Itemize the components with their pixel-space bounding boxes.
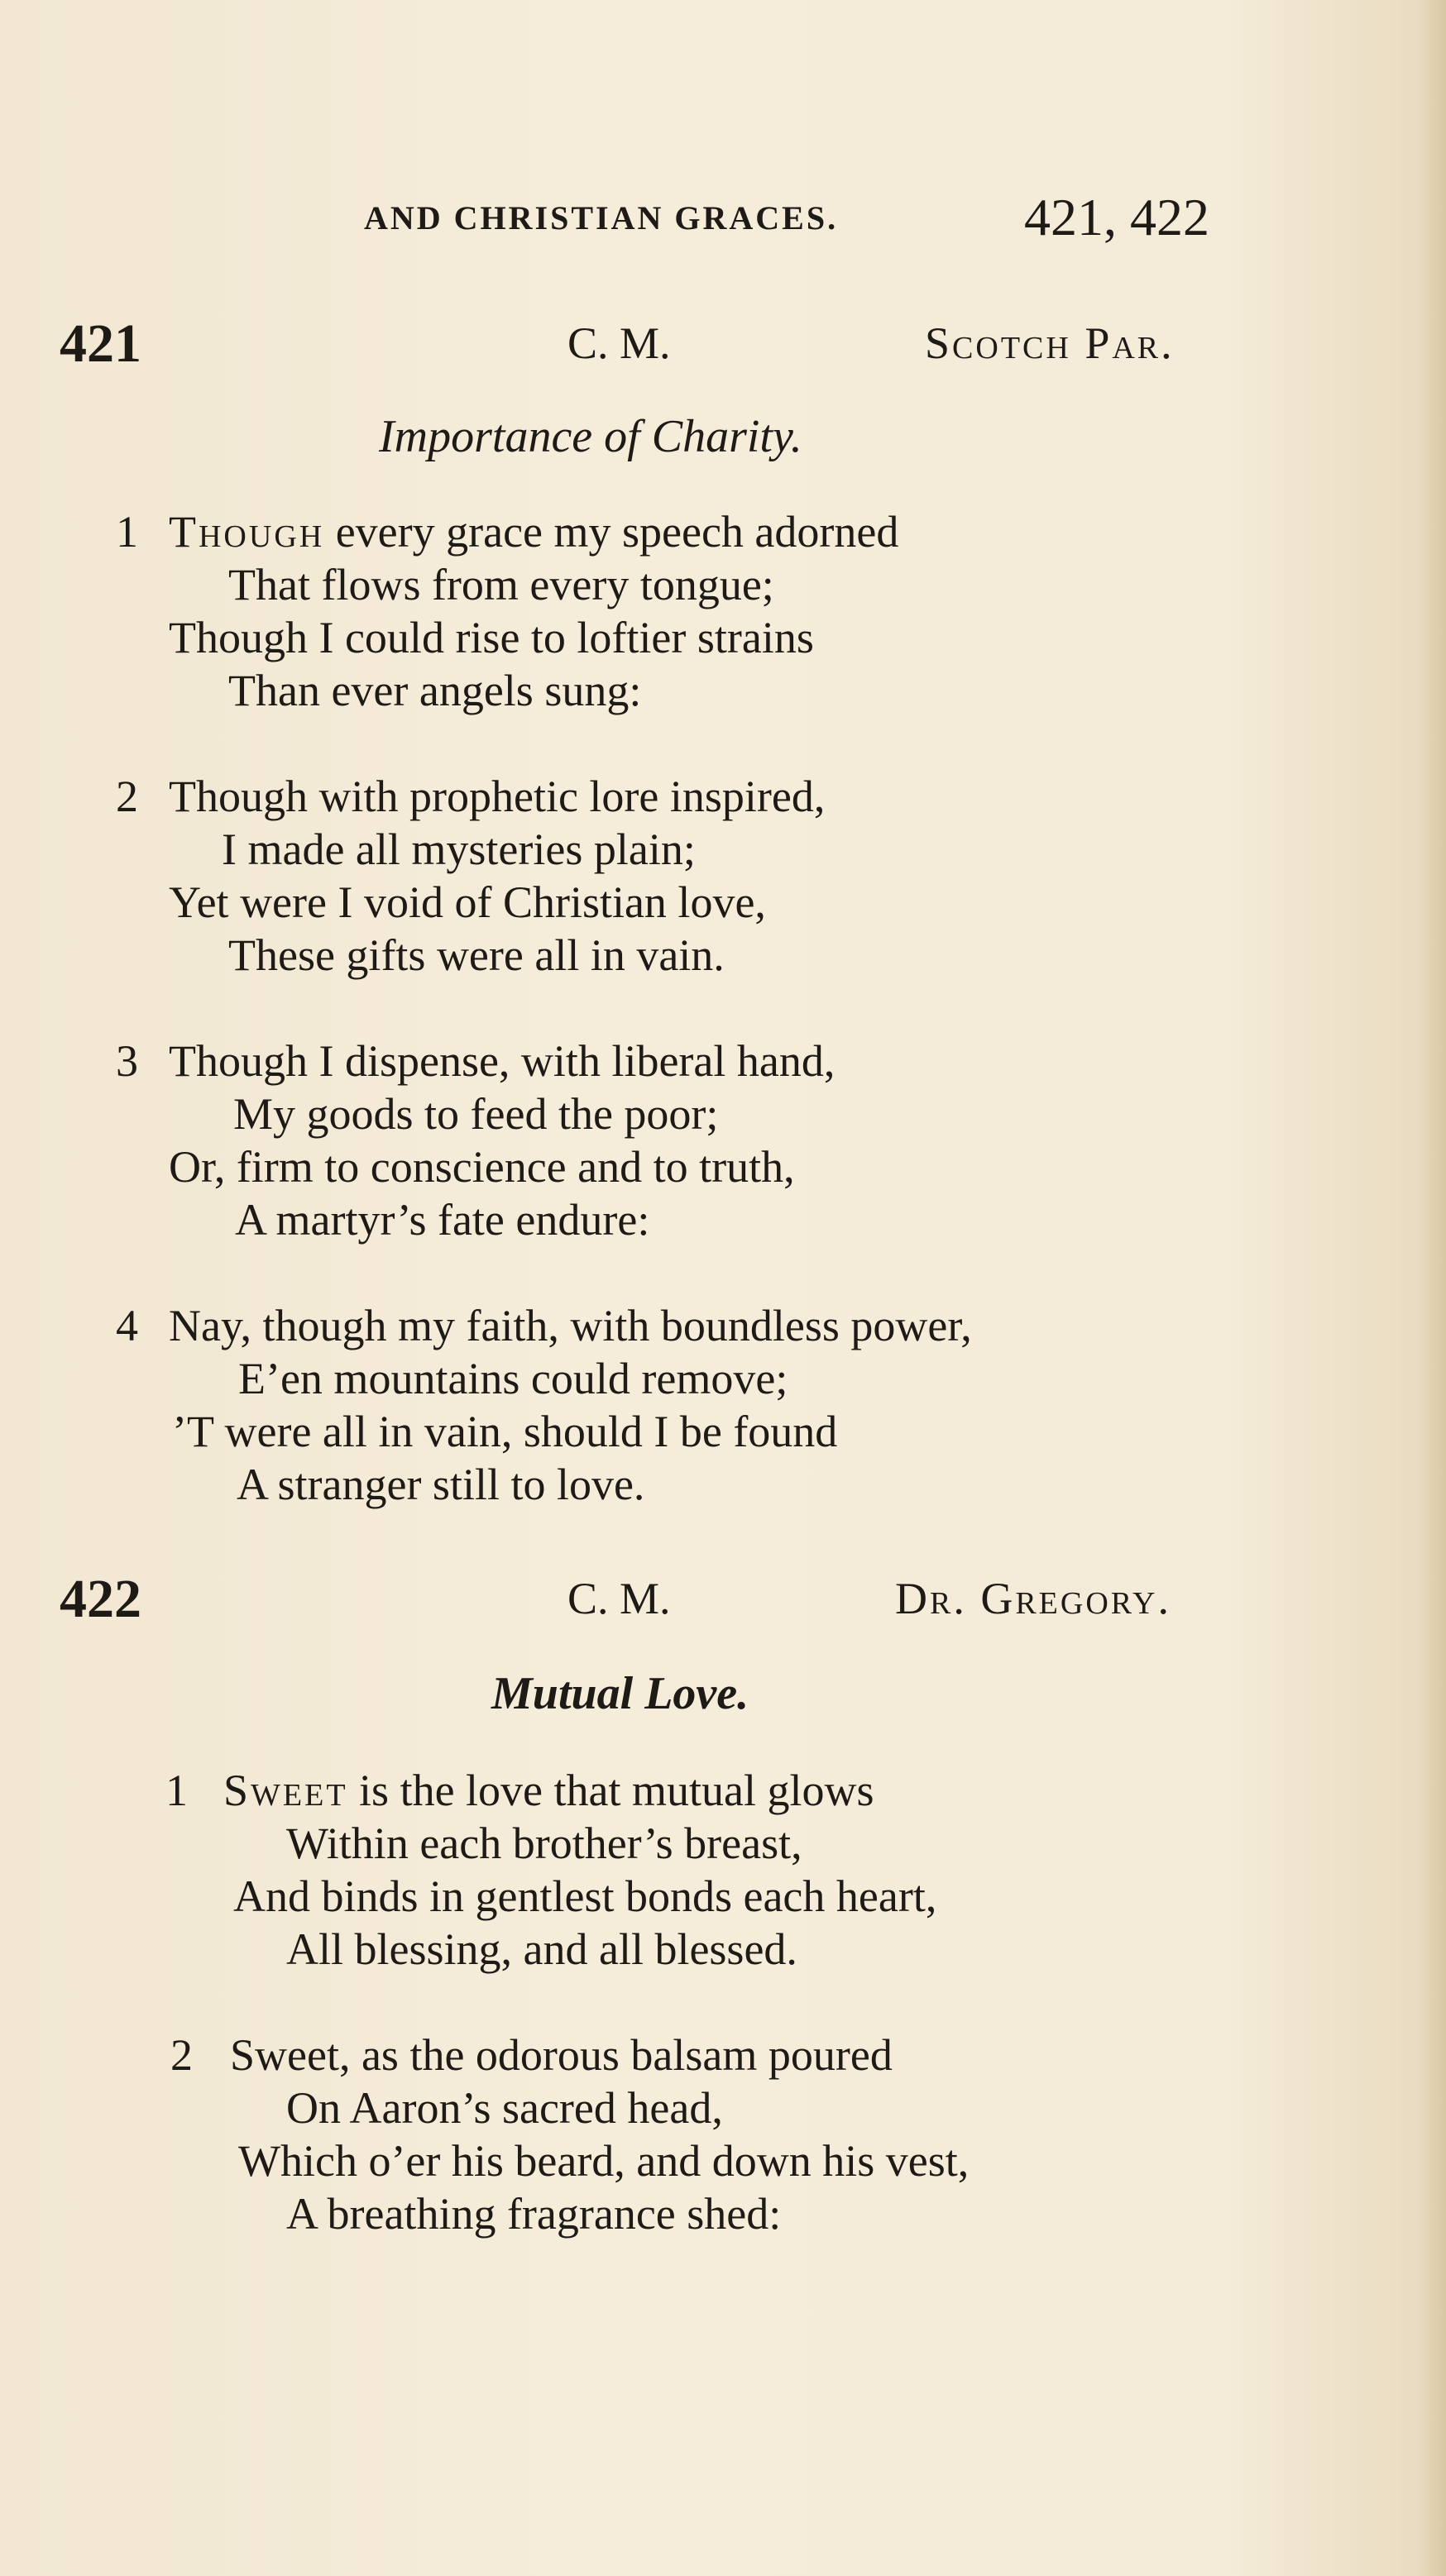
verse-line-text: is the love that mutual glows	[347, 1766, 874, 1815]
verse-line: E’en mountains could remove;	[238, 1354, 788, 1403]
hymn-number: 422	[60, 1569, 141, 1629]
verse-line: I made all mysteries plain;	[222, 824, 696, 874]
verse-line: Though I could rise to loftier strains	[169, 613, 814, 662]
hymn-title: Importance of Charity.	[379, 411, 802, 462]
hymn-meter: C. M.	[567, 318, 671, 368]
verse-line: A martyr’s fate endure:	[235, 1195, 650, 1245]
verse-line-text: every grace my speech adorned	[324, 507, 899, 557]
verse-line: Though with prophetic lore inspired,	[169, 772, 826, 821]
hymn-author: Dr. Gregory.	[895, 1574, 1171, 1623]
verse-line	[223, 1765, 874, 1816]
verse-line: My goods to feed the poor;	[233, 1089, 719, 1139]
verse-line: Which o’er his beard, and down his vest,	[238, 2136, 970, 2186]
verse-number: 3	[116, 1036, 138, 1086]
hymn-title: Mutual Love.	[491, 1668, 749, 1719]
hymn-author: Scotch Par.	[925, 318, 1175, 368]
verse-line: Within each brother’s breast,	[286, 1818, 802, 1868]
verse-number: 1	[116, 507, 138, 557]
verse-line: And binds in gentlest bonds each heart,	[233, 1871, 937, 1921]
verse-number: 1	[165, 1766, 188, 1815]
verse-line: That flows from every tongue;	[228, 560, 774, 609]
verse-lead-word: Sweet	[223, 1766, 348, 1815]
verse-line: On Aaron’s sacred head,	[286, 2083, 723, 2133]
verse-number: 4	[116, 1301, 138, 1350]
verse-line	[169, 506, 898, 557]
verse-line: These gifts were all in vain.	[228, 930, 725, 980]
verse-line: Than ever angels sung:	[228, 666, 642, 715]
verse-line: A breathing fragrance shed:	[286, 2189, 782, 2239]
hymn-number: 421	[60, 313, 141, 374]
verse-number: 2	[116, 772, 138, 821]
verse-line: Sweet, as the odorous balsam poured	[230, 2030, 893, 2080]
hymn-meter: C. M.	[567, 1574, 671, 1623]
verse-line: Though I dispense, with liberal hand,	[169, 1036, 836, 1086]
verse-lead-word: Though	[169, 507, 325, 557]
verse-line: Yet were I void of Christian love,	[169, 877, 766, 927]
verse-line: ’T were all in vain, should I be found	[172, 1407, 838, 1456]
verse-number: 2	[170, 2030, 193, 2080]
page-numbers: 421, 422	[1024, 188, 1209, 246]
verse-line: Or, firm to conscience and to truth,	[169, 1142, 795, 1192]
verse-line: A stranger still to love.	[237, 1460, 645, 1509]
running-title: AND CHRISTIAN GRACES.	[364, 199, 839, 237]
verse-line: Nay, though my faith, with boundless power,	[169, 1301, 972, 1350]
verse-line: All blessing, and all blessed.	[286, 1924, 797, 1974]
